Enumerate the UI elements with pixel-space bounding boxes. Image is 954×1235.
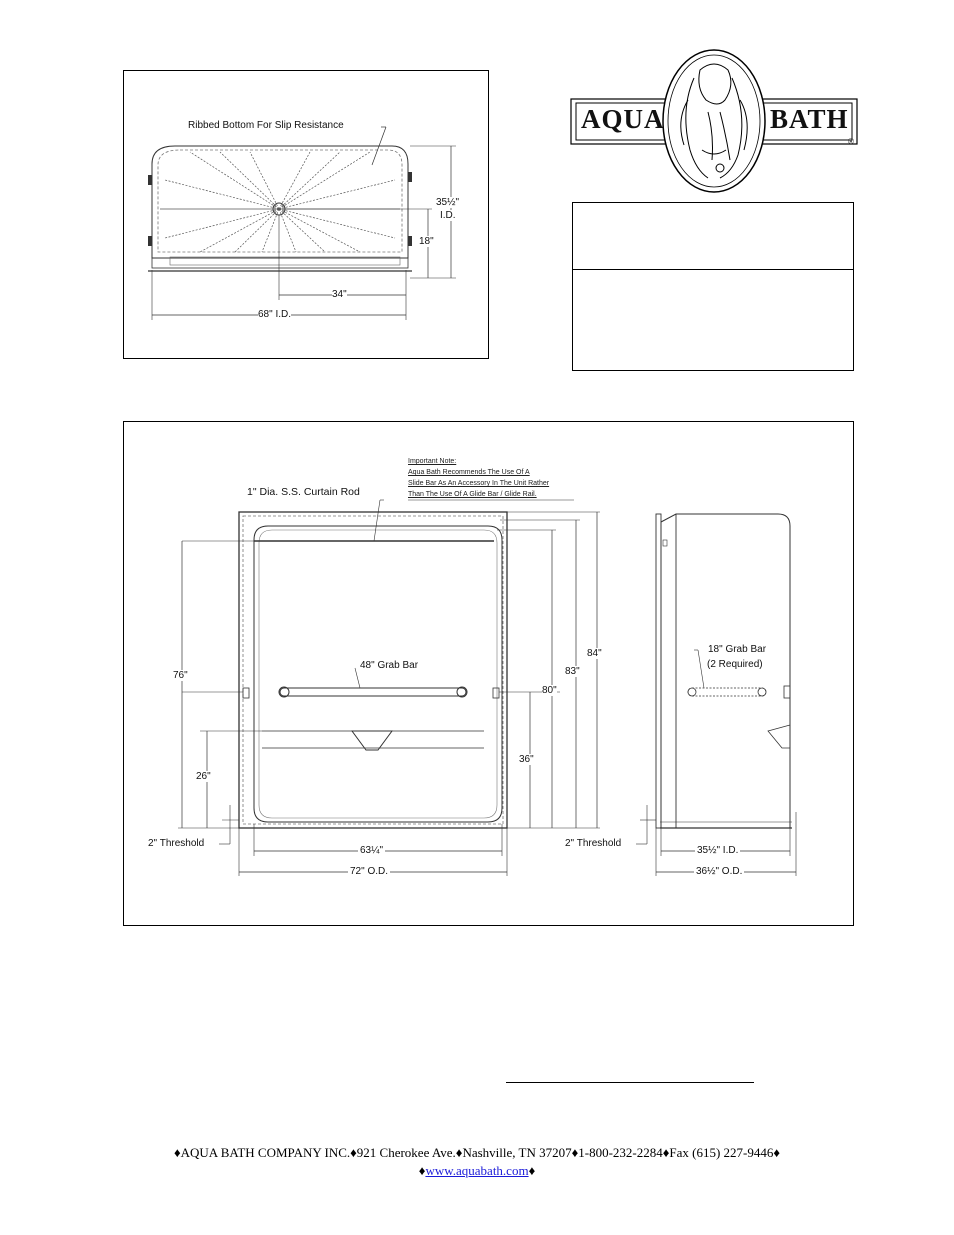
dim-76-label: 76" — [173, 670, 188, 681]
dim-36-label: 36" — [519, 754, 534, 765]
dim-drain-center-label: 34" — [332, 289, 347, 300]
website-link[interactable]: www.aquabath.com — [425, 1163, 529, 1178]
dim-drain-offset-label: 18" — [419, 236, 434, 247]
dim-36-od-label: 36½" O.D. — [696, 866, 743, 877]
grab-bar-18-label: 18" Grab Bar — [708, 644, 767, 655]
logo-word-aqua: AQUA — [581, 104, 665, 134]
note-line-2: Slide Bar As An Accessory In The Unit Rather — [408, 480, 550, 487]
website-footer-line — [0, 1163, 954, 1179]
grab-bar-18 — [688, 688, 766, 696]
dim-84-label: 84" — [587, 648, 602, 659]
diamond-left: ♦ — [418, 1163, 426, 1178]
grab-bar-18-qty-label: (2 Required) — [707, 659, 763, 670]
dim-threshold-left-label: 2" Threshold — [148, 838, 205, 849]
note-line-1: Aqua Bath Recommends The Use Of A — [408, 469, 530, 476]
dim-threshold-right-label: 2" Threshold — [565, 838, 622, 849]
dim-72-label: 72" O.D. — [350, 866, 389, 877]
company-footer-line: ♦AQUA BATH COMPANY INC.♦921 Cherokee Ave.♦Nashville, TN 37207♦1-800-232-2284♦Fax (615) 227-9446♦ — [174, 1145, 780, 1160]
signature-line — [506, 1082, 754, 1083]
dim-63-label: 63¼" — [360, 845, 384, 856]
corner-seat — [352, 731, 392, 750]
ribbed-bottom-label: Ribbed Bottom For Slip Resistance — [188, 120, 344, 131]
unit-inner-opening — [254, 526, 502, 822]
curtain-rod-label: 1" Dia. S.S. Curtain Rod — [247, 486, 360, 498]
note-title: Important Note: — [408, 458, 457, 465]
unit-side-profile — [656, 514, 661, 828]
grab-bar-48 — [280, 688, 466, 696]
dim-83-label: 83" — [565, 666, 580, 677]
dim-35-label: 35½" I.D. — [697, 845, 739, 856]
dim-depth-id-label: I.D. — [440, 210, 456, 221]
logo-word-bath: BATH — [770, 104, 849, 134]
dim-width-label: 68" I.D. — [258, 309, 292, 320]
note-line-3: Than The Use Of A Glide Bar / Glide Rail. — [408, 491, 537, 498]
diamond-right: ♦ — [528, 1163, 536, 1178]
logo-registered-mark: ® — [848, 137, 854, 146]
grab-bar-48-label: 48" Grab Bar — [360, 660, 419, 671]
dim-depth-label: 35½" — [436, 197, 460, 208]
dim-80-label: 80" — [542, 685, 557, 696]
dim-26-label: 26" — [196, 771, 211, 782]
important-note — [408, 456, 549, 500]
